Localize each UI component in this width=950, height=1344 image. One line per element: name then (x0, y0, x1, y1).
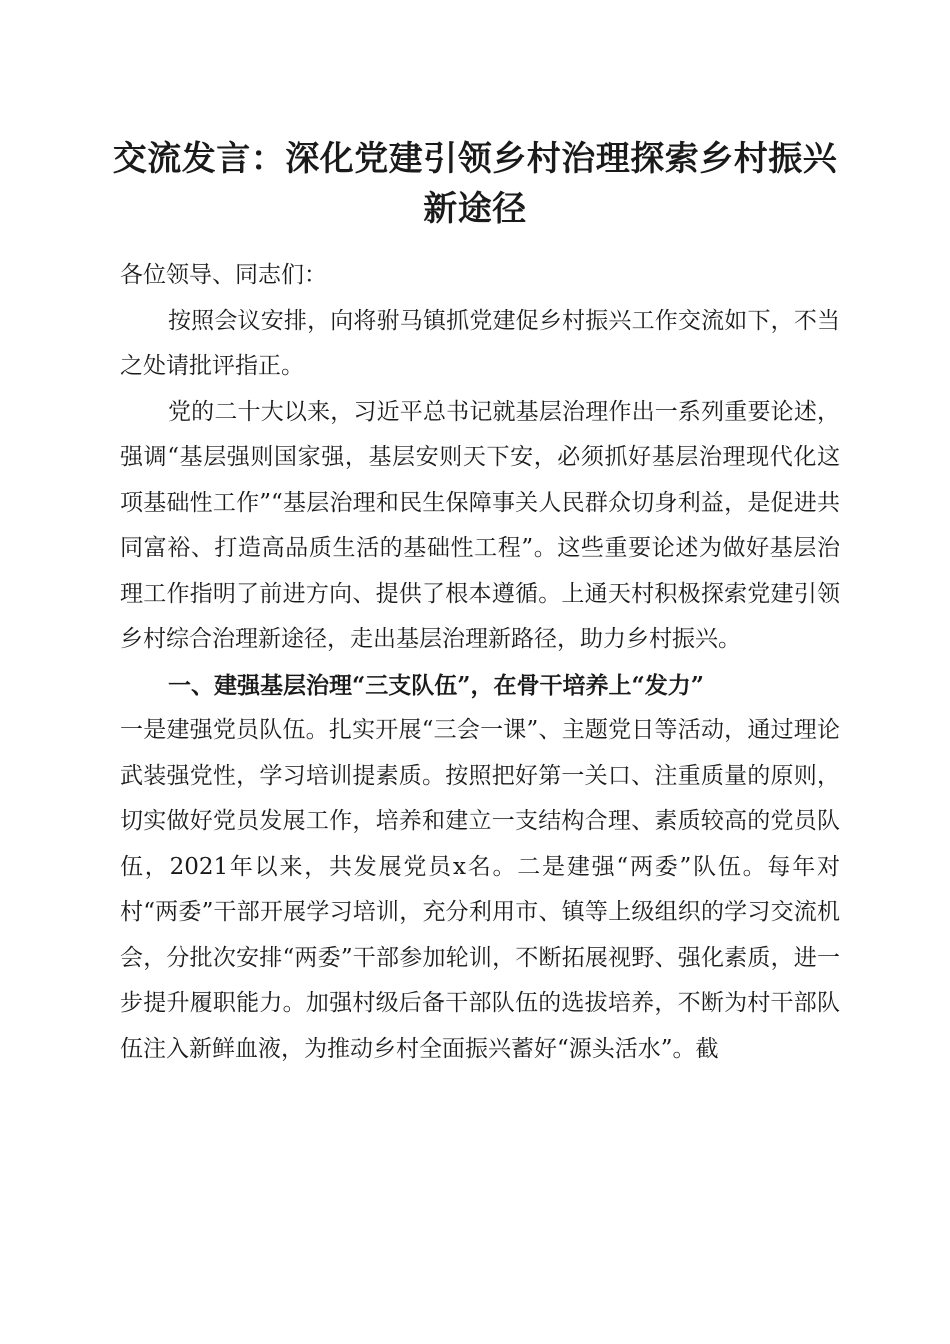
intro-paragraph: 按照会议安排，向将驸马镇抓党建促乡村振兴工作交流如下，不当之处请批评指正。 (120, 307, 840, 379)
document-body (120, 253, 840, 1072)
background-paragraph: 党的二十大以来，习近平总书记就基层治理作出一系列重要论述，强调“基层强则国家强，基层安则天下安，必须抓好基层治理现代化这项基础性工作”“基层治理和民生保障事关人民群众切身利益，是促进共同富裕、打造高品质生活的基础性工程”。这些重要论述为做好基层治理工作指明了前进方向、提供了根本遵循。上通天村积极探索党建引领乡村综合治理新途径，走出基层治理新路径，助力乡村振兴。 (120, 398, 840, 652)
document-title: 交流发言：深化党建引领乡村治理探索乡村振兴新途径 (112, 139, 838, 229)
section-heading: 一、建强基层治理“三支队伍”，在骨干培养上“发力” (168, 671, 704, 699)
section-body-paragraph: 一是建强党员队伍。扎实开展“三会一课”、主题党日等活动，通过理论武装强党性，学习培训提素质。按照把好第一关口、注重质量的原则，切实做好党员发展工作，培养和建立一支结构合理、素质较高的党员队伍，2021年以来，共发展党员x名。二是建强“两委”队伍。每年对村“两委”干部开展学习培训，充分利用市、镇等上级组织的学习交流机会，分批次安排“两委”干部参加轮训，不断拓展视野、强化素质，进一步提升履职能力。加强村级后备干部队伍的选拔培养，不断为村干部队伍注入新鲜血液，为推动乡村全面振兴蓄好“源头活水”。截 (120, 717, 840, 1062)
salutation: 各位领导、同志们： (120, 262, 327, 288)
